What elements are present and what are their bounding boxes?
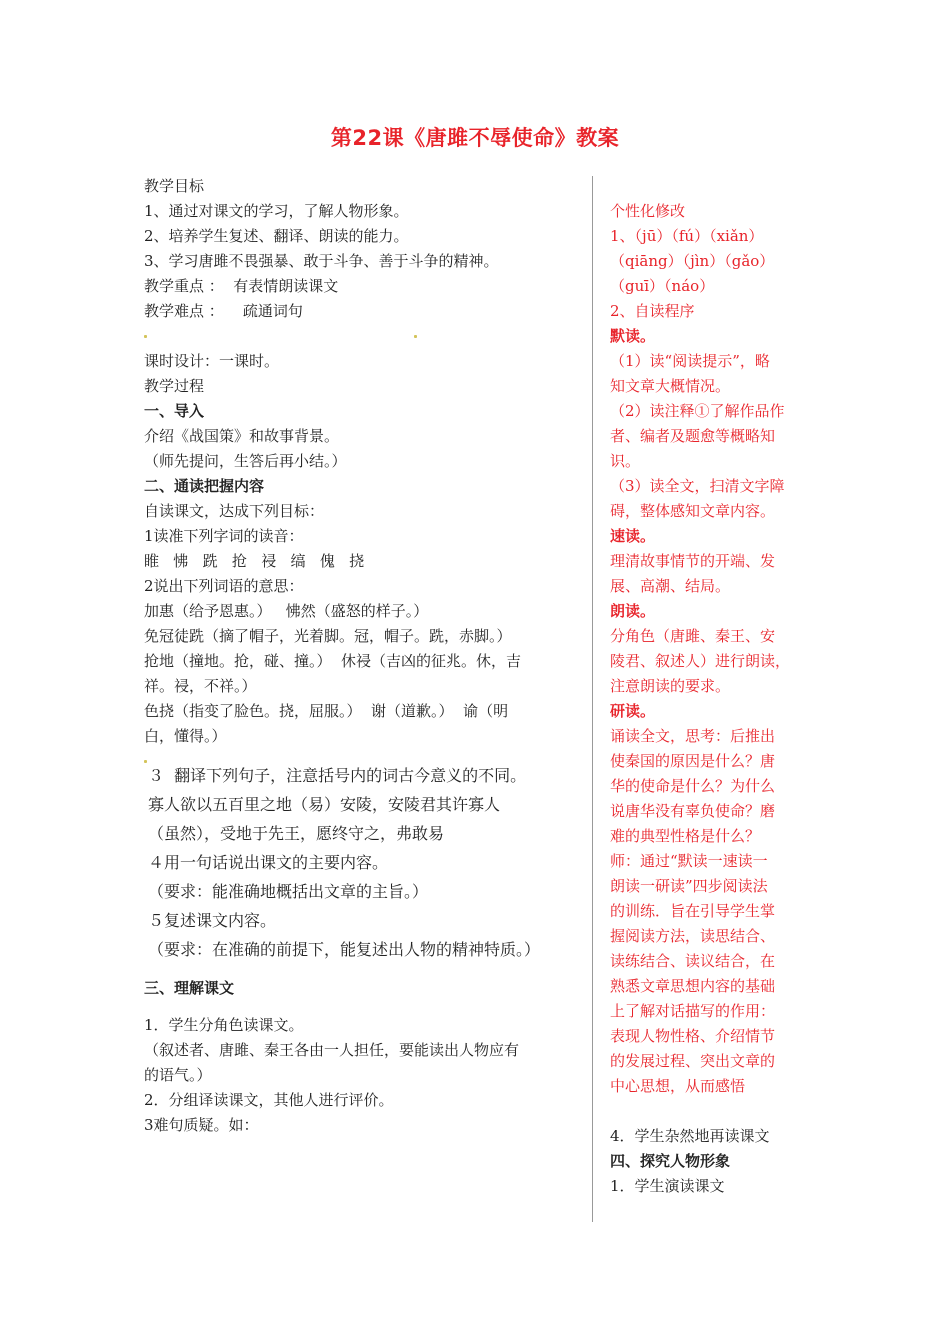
text-line: 2说出下列词语的意思： (144, 577, 304, 595)
task-line: （虽然），受地于先王，愿终守之，弗敢易 (148, 824, 445, 843)
task-line: ４用一句话说出课文的主要内容。 (148, 853, 389, 872)
text-line: 熟悉文章思想内容的基础 (610, 977, 776, 995)
text-line: 表现人物性格、介绍情节 (610, 1027, 776, 1045)
character-list: 睢 怫 跣 抢 祲 缟 傀 挠 (144, 552, 365, 570)
vocab-line: 免冠徒跣（摘了帽子，光着脚。冠，帽子。跣，赤脚。） (144, 627, 512, 645)
text-line: 的发展过程、突出文章的 (610, 1052, 776, 1070)
vocab-line: 祥。祲，不祥。） (144, 677, 257, 695)
text-line: 中心思想，从而感悟 (610, 1077, 746, 1095)
text-line: 的训练．旨在引导学生掌 (610, 902, 776, 920)
task-line: （要求：在准确的前提下，能复述出人物的精神特质。） (148, 940, 541, 959)
text-line: （3）读全文，扫清文字障 (610, 477, 785, 495)
text-line: 难的典型性格是什么？ (610, 827, 761, 845)
pinyin-line: （guī）（náo） (610, 277, 715, 295)
teaching-focus: 教学重点 ： 有表情朗读课文 (144, 277, 339, 295)
subheading-study-read: 研读。 (610, 702, 656, 720)
goal-item: 1、通过对课文的学习，了解人物形象。 (144, 202, 409, 220)
subheading-speed-read: 速读。 (610, 527, 656, 545)
text-line: （叙述者、唐雎、秦王各由一人担任，要能读出人物应有 (144, 1041, 520, 1059)
text-line: 1读准下列字词的读音： (144, 527, 304, 545)
text-line: 介绍《战国策》和故事背景。 (144, 427, 340, 445)
task-line: （要求：能准确地概括出文章的主旨。） (148, 882, 429, 901)
text-line: 分角色（唐雎、秦王、安 (610, 627, 776, 645)
heading-read-through: 二、通读把握内容 (144, 477, 265, 495)
vocab-line: 抢地（撞地。抢，碰、撞。） 休祲（吉凶的征兆。休，吉 (144, 652, 522, 670)
task-line: ５复述课文内容。 (148, 911, 277, 930)
text-line: 读练结合、读议结合，在 (610, 952, 776, 970)
text-line: 使秦国的原因是什么？唐 (610, 752, 776, 770)
goal-item: 2、培养学生复述、翻译、朗读的能力。 (144, 227, 409, 245)
text-line: 陵君、叙述人）进行朗读， (610, 652, 791, 670)
pinyin-line: （qiāng）（jìn）（gǎo） (610, 252, 775, 270)
text-line: 的语气。） (144, 1066, 212, 1084)
text-line: 2、自读程序 (610, 302, 695, 320)
text-line: 朗读一研读”四步阅读法 (610, 877, 768, 895)
text-line: 展、高潮、结局。 (610, 577, 731, 595)
teaching-difficulty: 教学难点 ： 疏通词句 (144, 302, 303, 320)
section-label: 教学目标 (144, 177, 205, 195)
text-line: 诵读全文，思考：后推出 (610, 727, 776, 745)
subheading-silent-read: 默读。 (610, 327, 656, 345)
text-line: （1）读“阅读提示”，略 (610, 352, 770, 370)
text-line: 注意朗读的要求。 (610, 677, 731, 695)
goal-item: 3、学习唐雎不畏强暴、敢于斗争、善于斗争的精神。 (144, 252, 499, 270)
text-line: 说唐华没有辜负使命？磨 (610, 802, 776, 820)
text-line: 1．学生分角色读课文。 (144, 1016, 304, 1034)
text-line: 握阅读方法，读思结合、 (610, 927, 776, 945)
heading-intro: 一、导入 (144, 402, 205, 420)
text-line: 1．学生演读课文 (610, 1177, 725, 1195)
text-line: 3难句质疑。如： (144, 1116, 259, 1134)
vocab-line: 加惠（给予恩惠。） 怫然（盛怒的样子。） (144, 602, 429, 620)
text-line: （师先提问，生答后再小结。） (144, 452, 347, 470)
text-line: 4．学生杂然地再读课文 (610, 1127, 770, 1145)
translation-block (148, 761, 574, 964)
heading-understand: 三、理解课文 (144, 979, 235, 997)
right-column (610, 199, 810, 1199)
text-line: （2）读注释①了解作品作 (610, 402, 785, 420)
task-line: ３ 翻译下列句子，注意括号内的词古今意义的不同。 (148, 766, 527, 785)
column-divider (592, 176, 593, 1222)
text-line: 者、编者及题愈等概略知 (610, 427, 776, 445)
text-line: 上了解对话描写的作用： (610, 1002, 776, 1020)
text-line: 自读课文，达成下列目标： (144, 502, 325, 520)
page-title: 第22课《唐雎不辱使命》教案 (330, 126, 620, 150)
text-line: 师：通过“默读一速读一 (610, 852, 768, 870)
text-line: 华的使命是什么？为什么 (610, 777, 776, 795)
heading-explore-characters: 四、探究人物形象 (610, 1152, 731, 1170)
pinyin-line: 1、（jū）（fú）（xiǎn） (610, 227, 764, 245)
left-column (144, 174, 574, 1138)
vocab-line: 色挠（指变了脸色。挠，屈服。） 谢（道歉。） 谕（明 (144, 702, 509, 720)
text-line: 识。 (610, 452, 641, 470)
task-line: 寡人欲以五百里之地（易）安陵，安陵君其许寡人 (148, 795, 501, 814)
text-line: 2．分组译读课文，其他人进行评价。 (144, 1091, 394, 1109)
text-line: 理清故事情节的开端、发 (610, 552, 776, 570)
text-line: 知文章大概情况。 (610, 377, 731, 395)
subheading-read-aloud: 朗读。 (610, 602, 656, 620)
lesson-time: 课时设计：一课时。 (144, 352, 280, 370)
section-label: 教学过程 (144, 377, 205, 395)
text-line: 碍，整体感知文章内容。 (610, 502, 776, 520)
personal-edit-label: 个性化修改 (610, 202, 686, 220)
vocab-line: 白，懂得。） (144, 727, 227, 745)
